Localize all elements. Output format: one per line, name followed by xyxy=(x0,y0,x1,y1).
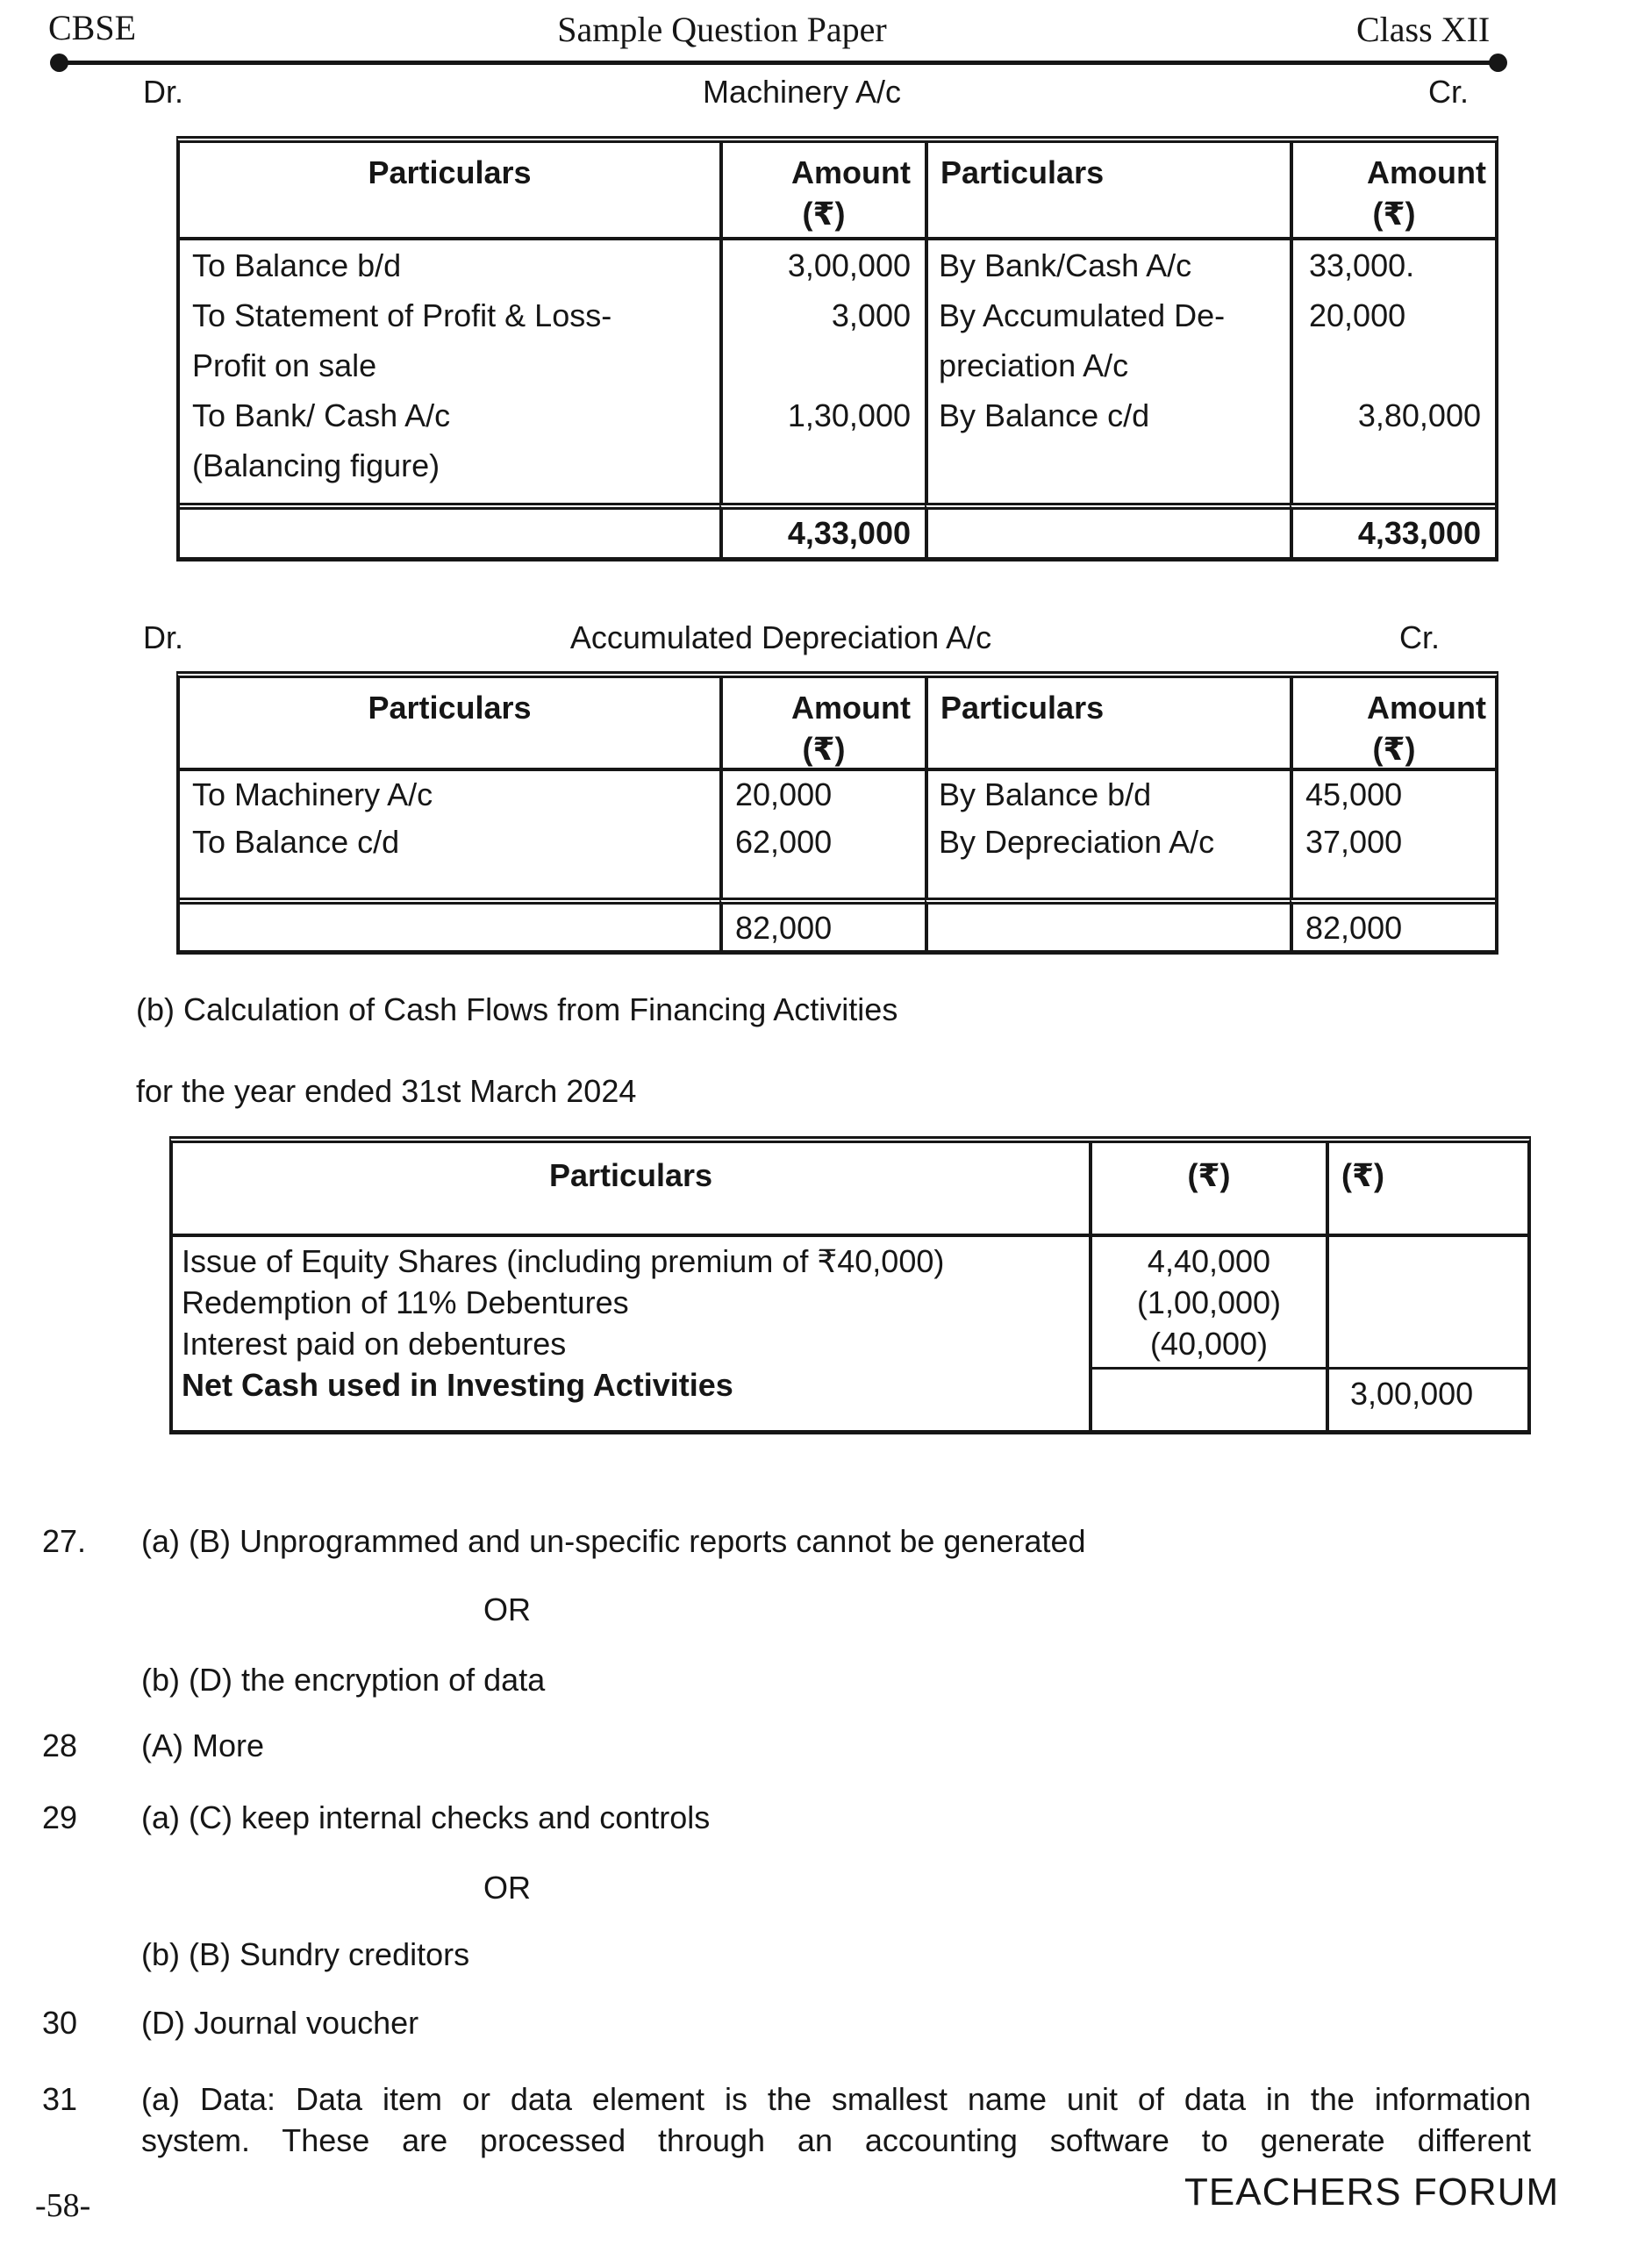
rupee-unit-label: (₹) xyxy=(1341,1157,1385,1193)
accum-dep-debit-particulars: To Machinery A/c To Balance c/d xyxy=(180,768,719,898)
rupee-unit-label: (₹) xyxy=(802,196,846,232)
machinery-debit-particulars: To Balance b/d To Statement of Profit & Loss- Profit on sale To Bank/ Cash A/c (Balancing figure) xyxy=(180,237,719,503)
answer-31-paragraph xyxy=(141,2078,1531,2161)
machinery-credit-amounts: 33,000. 20,000 3,80,000 xyxy=(1290,237,1495,503)
rupee-unit-label: (₹) xyxy=(1372,196,1416,232)
rupee-unit-label: (₹) xyxy=(802,731,846,767)
answer-27-or-label: OR xyxy=(483,1592,531,1627)
cashflow-subheading: for the year ended 31st March 2024 xyxy=(136,1073,637,1109)
answer-28-number: 28 xyxy=(42,1727,78,1763)
rupee-unit-label: (₹) xyxy=(1187,1157,1231,1193)
cashflow-table xyxy=(169,1136,1531,1434)
answer-29-number: 29 xyxy=(42,1799,78,1835)
accum-dep-credit-total: 82,000 xyxy=(1290,898,1495,950)
accum-dep-header-particulars-debit: Particulars xyxy=(368,690,532,726)
machinery-debit-amounts: 3,00,000 3,000 1,30,000 xyxy=(719,237,925,503)
cashflow-particulars-column: Issue of Equity Shares (including premium of ₹40,000) Redemption of 11% Debentures Interest paid on debentures Net Cash used in Investing Activities xyxy=(173,1234,1089,1430)
accum-dep-header-amount-debit: Amount (₹) xyxy=(719,678,925,768)
header-title: Sample Question Paper xyxy=(557,10,887,49)
cashflow-amount-column-2-spacer xyxy=(1326,1234,1527,1367)
machinery-credit-particulars: By Bank/Cash A/c By Accumulated De- preciation A/c By Balance c/d xyxy=(925,237,1290,503)
accum-dep-cr-label: Cr. xyxy=(1399,619,1441,655)
answer-31-number: 31 xyxy=(42,2081,78,2117)
accum-dep-total-spacer xyxy=(180,898,719,950)
machinery-cr-label: Cr. xyxy=(1428,74,1470,110)
cashflow-header-rupee-2 xyxy=(1326,1143,1527,1234)
rupee-unit-label: (₹) xyxy=(1372,731,1416,767)
footer-page-number: -58- xyxy=(35,2187,91,2224)
answer-29a-text: (a) (C) keep internal checks and controls xyxy=(141,1799,711,1835)
machinery-header-amount-debit: Amount (₹) xyxy=(719,143,925,237)
accum-dep-dr-label: Dr. xyxy=(143,619,184,655)
machinery-header-particulars-debit: Particulars xyxy=(368,154,532,190)
machinery-account-title: Machinery A/c xyxy=(702,74,902,110)
machinery-total-spacer xyxy=(925,503,1290,557)
cashflow-net-spacer xyxy=(1089,1367,1326,1430)
answer-31-line-1: (a) Data: Data item or data element is the smallest name unit of data in the information xyxy=(141,2081,1531,2117)
machinery-dr-label: Dr. xyxy=(143,74,184,110)
cashflow-net-amount: 3,00,000 xyxy=(1326,1367,1527,1430)
accum-dep-debit-total: 82,000 xyxy=(719,898,925,950)
machinery-header-particulars-credit: Particulars xyxy=(925,143,1290,237)
answer-29-or-label: OR xyxy=(483,1870,531,1906)
header-rule xyxy=(54,61,1503,65)
answer-27b-text: (b) (D) the encryption of data xyxy=(141,1662,546,1698)
machinery-header-amount-credit: Amount (₹) xyxy=(1290,143,1495,237)
answer-28-text: (A) More xyxy=(141,1727,265,1763)
accum-dep-ledger-table xyxy=(176,671,1498,955)
answer-27a-text: (a) (B) Unprogrammed and un-specific reports cannot be generated xyxy=(141,1523,1086,1559)
machinery-debit-total: 4,33,000 xyxy=(719,503,925,557)
machinery-ledger-table xyxy=(176,136,1498,562)
machinery-credit-total: 4,33,000 xyxy=(1290,503,1495,557)
answer-30-text: (D) Journal voucher xyxy=(141,2005,419,2041)
accum-dep-header-particulars-credit: Particulars xyxy=(925,678,1290,768)
cashflow-heading: (b) Calculation of Cash Flows from Financing Activities xyxy=(136,991,898,1027)
accum-dep-credit-amounts: 45,000 37,000 xyxy=(1290,768,1495,898)
answer-29b-text: (b) (B) Sundry creditors xyxy=(141,1936,470,1972)
answer-31-line-2: system. These are processed through an accounting software to generate different xyxy=(141,2122,1531,2158)
cashflow-header-particulars: Particulars xyxy=(548,1157,713,1193)
header-brand: CBSE xyxy=(48,8,137,47)
cashflow-header-rupee-1 xyxy=(1089,1143,1326,1234)
answer-30-number: 30 xyxy=(42,2005,78,2041)
cashflow-amount-column-1: 4,40,000 (1,00,000) (40,000) xyxy=(1089,1234,1326,1367)
footer-brand: TEACHERS FORUM xyxy=(1184,2171,1560,2214)
accum-dep-credit-particulars: By Balance b/d By Depreciation A/c xyxy=(925,768,1290,898)
accum-dep-header-amount-credit: Amount (₹) xyxy=(1290,678,1495,768)
answer-27-number: 27. xyxy=(42,1523,87,1559)
accum-dep-total-spacer xyxy=(925,898,1290,950)
accum-dep-account-title: Accumulated Depreciation A/c xyxy=(569,619,992,655)
header-class-label: Class XII xyxy=(1356,10,1491,49)
machinery-total-spacer xyxy=(180,503,719,557)
accum-dep-debit-amounts: 20,000 62,000 xyxy=(719,768,925,898)
